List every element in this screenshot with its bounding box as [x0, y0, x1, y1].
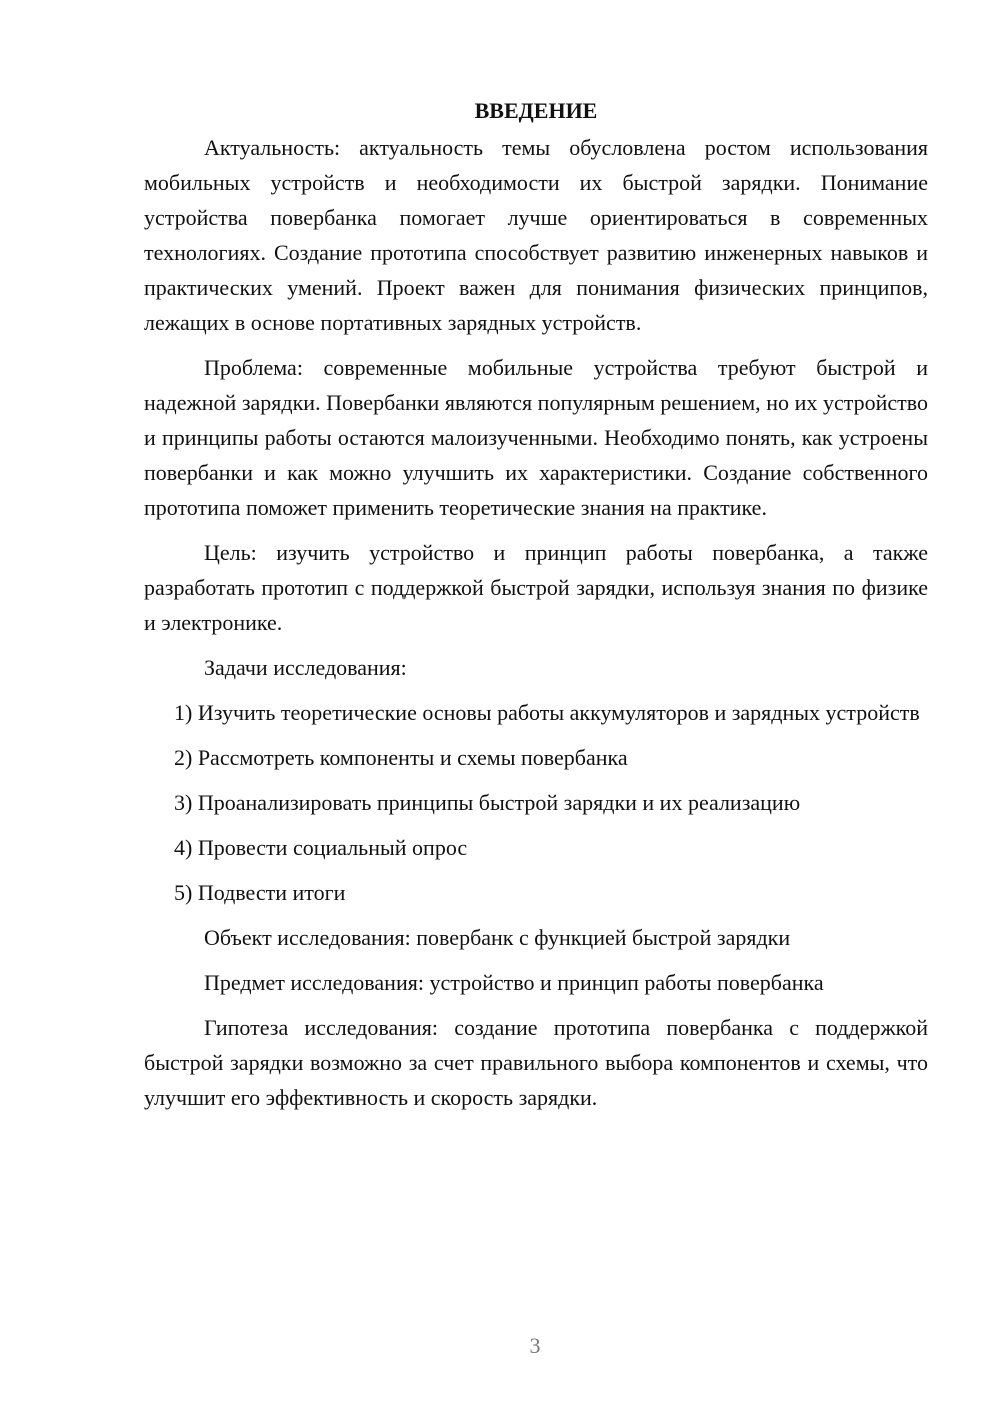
paragraph-object: Объект исследования: повербанк с функцией быстрой зарядки — [204, 925, 791, 950]
tasks-list — [144, 695, 928, 910]
list-item: 4) Провести социальный опрос — [174, 835, 468, 860]
paragraph-hypothesis: Гипотеза исследования: создание прототипа повербанка с поддержкой быстрой зарядки возможно за счет правильного выбора компонентов и схемы, что улучшит его эффективность и скорость зарядки. — [144, 1015, 928, 1110]
list-item: 5) Подвести итоги — [174, 880, 346, 905]
paragraph-problem: Проблема: современные мобильные устройства требуют быстрой и надежной зарядки. Повербанки являются популярным решением, но их устройство и принципы работы остаются малоизученными. Необходимо понять, как устроены повербанки и как можно улучшить их характеристики. Создание собственного прототипа поможет применить теоретические знания на практике. — [144, 355, 928, 520]
tasks-heading: Задачи исследования: — [204, 655, 407, 680]
page-number: 3 — [529, 1333, 541, 1358]
list-item: 1) Изучить теоретические основы работы аккумуляторов и зарядных устройств — [174, 700, 920, 725]
paragraph-subject: Предмет исследования: устройство и принцип работы повербанка — [204, 970, 824, 995]
list-item: 2) Рассмотреть компоненты и схемы повербанка — [174, 745, 628, 770]
paragraph-relevance: Актуальность: актуальность темы обусловлена ростом использования мобильных устройств и необходимости их быстрой зарядки. Понимание устройства повербанка помогает лучше ориентироваться в современных технологиях. Создание прототипа способствует развитию инженерных навыков и практических умений. Проект важен для понимания физических принципов, лежащих в основе портативных зарядных устройств. — [144, 135, 928, 335]
paragraph-goal: Цель: изучить устройство и принцип работы повербанка, а также разработать прототип с поддержкой быстрой зарядки, используя знания по физике и электронике. — [144, 540, 928, 635]
document-page — [144, 96, 928, 1115]
section-title: ВВЕДЕНИЕ — [474, 98, 598, 123]
list-item: 3) Проанализировать принципы быстрой зарядки и их реализацию — [174, 790, 801, 815]
